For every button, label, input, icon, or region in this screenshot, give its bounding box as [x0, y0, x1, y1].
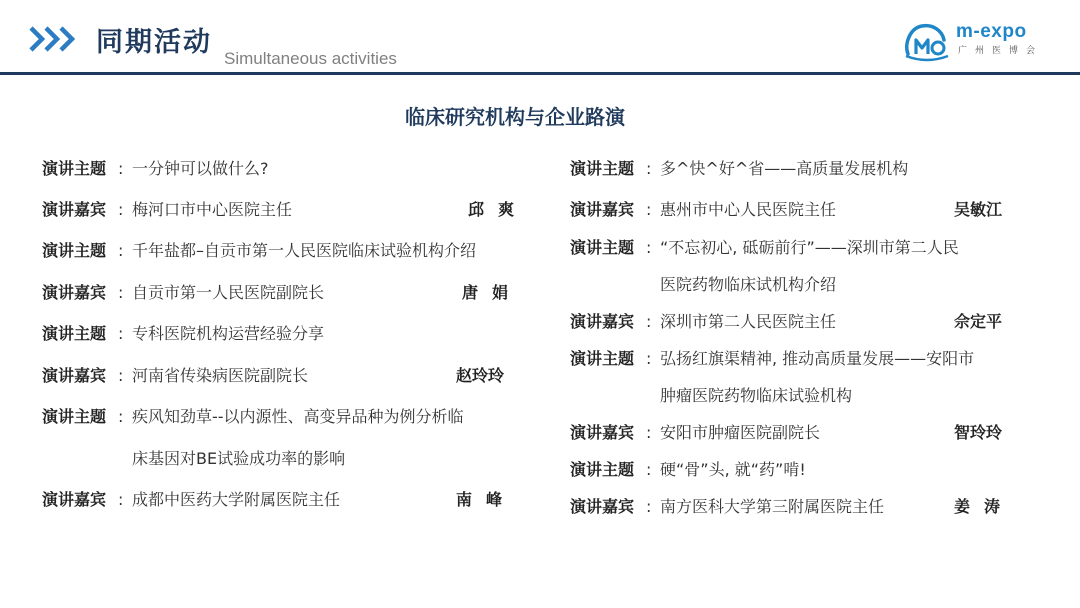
- topic-continuation: 床基因对BE试验成功率的影响: [132, 449, 346, 468]
- guest-text: 深圳市第二人民医院主任: [660, 312, 837, 331]
- colon: :: [646, 238, 652, 257]
- topic-text: 一分钟可以做什么?: [132, 159, 269, 178]
- colon: :: [118, 407, 124, 426]
- colon: :: [118, 241, 124, 260]
- label-guest: 演讲嘉宾: [42, 283, 107, 302]
- guest-text: 自贡市第一人民医院副院长: [132, 283, 325, 302]
- topic-continuation: 肿瘤医院药物临床试验机构: [660, 386, 853, 405]
- colon: :: [118, 283, 124, 302]
- guest-text: 安阳市肿瘤医院副院长: [660, 423, 821, 442]
- colon: :: [118, 490, 124, 509]
- colon: :: [646, 159, 652, 178]
- topic-text: 疾风知劲草--以内源性、高变异品种为例分析临: [132, 407, 464, 426]
- colon: :: [646, 200, 652, 219]
- guest-text: 梅河口市中心医院主任: [132, 200, 293, 219]
- topic-text: 弘扬红旗渠精神, 推动高质量发展——安阳市: [660, 349, 975, 368]
- header-divider: [0, 72, 1080, 75]
- label-topic: 演讲主题: [42, 159, 107, 178]
- guest-text: 河南省传染病医院副院长: [132, 366, 309, 385]
- label-guest: 演讲嘉宾: [42, 366, 107, 385]
- page-subtitle: Simultaneous activities: [224, 49, 397, 68]
- m-expo-logo: [902, 18, 1052, 62]
- logo-subtext: 广州医博会: [958, 46, 1044, 56]
- label-guest: 演讲嘉宾: [42, 200, 107, 219]
- label-topic: 演讲主题: [42, 241, 107, 260]
- speaker-name: 姜涛: [954, 497, 1015, 516]
- label-topic: 演讲主题: [570, 238, 635, 257]
- guest-text: 惠州市中心人民医院主任: [660, 200, 837, 219]
- logo-text: m-expo: [956, 21, 1027, 42]
- colon: :: [646, 460, 652, 479]
- topic-text: 多^快^好^省——高质量发展机构: [660, 159, 909, 178]
- section-title: 临床研究机构与企业路演: [405, 105, 625, 129]
- speaker-name: 邱爽: [468, 200, 529, 219]
- label-guest: 演讲嘉宾: [570, 200, 635, 219]
- speaker-name: 智玲玲: [954, 423, 1003, 442]
- colon: :: [646, 312, 652, 331]
- speaker-name: 吴敏江: [954, 200, 1003, 219]
- label-topic: 演讲主题: [42, 324, 107, 343]
- label-topic: 演讲主题: [570, 460, 635, 479]
- m-expo-logo-icon: [902, 18, 952, 62]
- guest-text: 南方医科大学第三附属医院主任: [660, 497, 885, 516]
- topic-text: 硬“骨”头, 就“药”啃!: [660, 460, 806, 479]
- topic-text: 专科医院机构运营经验分享: [132, 324, 325, 343]
- guest-text: 成都中医药大学附属医院主任: [132, 490, 341, 509]
- label-guest: 演讲嘉宾: [570, 497, 635, 516]
- colon: :: [118, 324, 124, 343]
- speaker-name: 赵玲玲: [456, 366, 505, 385]
- topic-continuation: 医院药物临床试机构介绍: [660, 275, 837, 294]
- topic-text: “不忘初心, 砥砺前行”——深圳市第二人民: [660, 238, 959, 257]
- speaker-name: 唐娟: [462, 283, 523, 302]
- colon: :: [118, 200, 124, 219]
- topic-text: 千年盐都–自贡市第一人民医院临床试验机构介绍: [132, 241, 477, 260]
- label-guest: 演讲嘉宾: [570, 423, 635, 442]
- chevrons-icon: [28, 24, 80, 54]
- label-topic: 演讲主题: [42, 407, 107, 426]
- page-title: 同期活动: [96, 27, 212, 58]
- colon: :: [118, 366, 124, 385]
- label-guest: 演讲嘉宾: [42, 490, 107, 509]
- label-topic: 演讲主题: [570, 159, 635, 178]
- speaker-name: 南峰: [456, 490, 517, 509]
- speaker-name: 佘定平: [954, 312, 1003, 331]
- colon: :: [646, 349, 652, 368]
- header: [0, 0, 1080, 78]
- label-guest: 演讲嘉宾: [570, 312, 635, 331]
- label-topic: 演讲主题: [570, 349, 635, 368]
- colon: :: [646, 497, 652, 516]
- colon: :: [646, 423, 652, 442]
- colon: :: [118, 159, 124, 178]
